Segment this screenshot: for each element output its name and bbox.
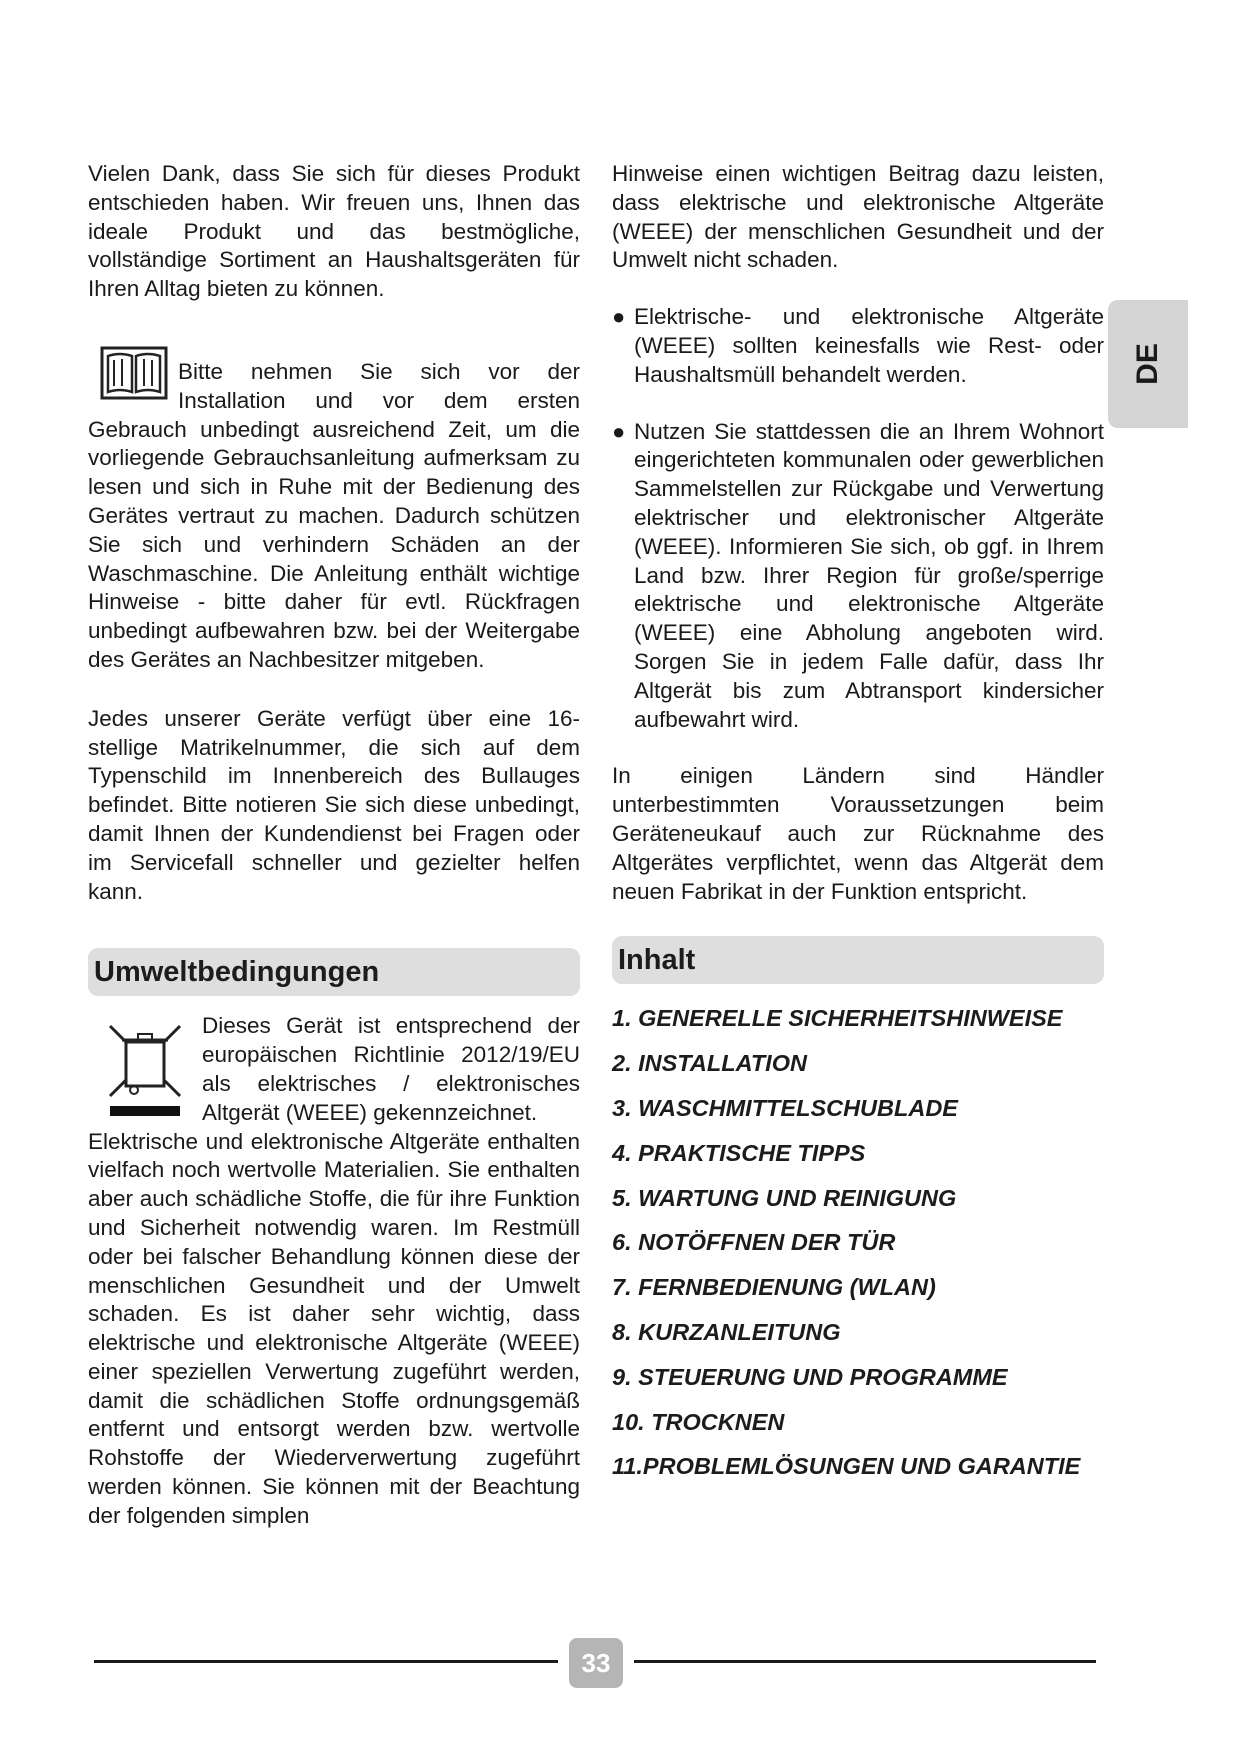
toc-item[interactable]: 5. WARTUNG UND REINIGUNG bbox=[612, 1184, 957, 1211]
bullet-icon: ● bbox=[612, 418, 626, 444]
retailer-paragraph: In einigen Ländern sind Händler unterbestimmten Voraussetzungen beim Geräteneukauf auch zur Rücknahme des Altgerätes verpflichtet, wenn das Altgerät dem neuen Fabrikat in der Funktion entspricht. bbox=[612, 763, 1104, 904]
weee-explanation-text: Elektrische und elektronische Altgeräte enthalten vielfach noch wertvolle Materialien. Sie enthalten aber auch schädliche Stoffe, die für ihre Funktion und Sicherheit notwendig waren. Im Restmüll oder bei falscher Behandlung können diese der menschlichen Gesundheit und der Umwelt schaden. Es ist daher sehr wichtig, dass elektrische und elektronische Altgeräte (WEEE) einer speziellen Verwertung zugeführt werden, damit die schädlichen Stoffe ordnungsgemäß entfernt und entsorgt werden bzw. wertvolle Rohstoffe der Wiederverwertung zugeführt werden können. Sie können mit der Beachtung der folgenden simplen bbox=[88, 1128, 580, 1528]
toc-item[interactable]: 2. INSTALLATION bbox=[612, 1050, 807, 1077]
manual-notice bbox=[88, 334, 580, 675]
bullet-icon: ● bbox=[612, 304, 626, 330]
open-book-icon bbox=[100, 346, 168, 400]
bullet-item: ● Elektrische- und elektronische Altgeräte (WEEE) sollten keinesfalls wie Rest- oder Haushaltsmüll behandelt werden. bbox=[612, 304, 1104, 387]
toc-item[interactable]: 4. PRAKTISCHE TIPPS bbox=[612, 1139, 866, 1166]
weee-continued-paragraph: Hinweise einen wichtigen Beitrag dazu leisten, dass elektrische und elektronische Altgeräte (WEEE) der menschlichen Gesundheit und der Umwelt nicht schaden. bbox=[612, 161, 1104, 273]
toc-item[interactable]: 11.PROBLEMLÖSUNGEN UND GARANTIE bbox=[612, 1453, 1081, 1480]
toc-item[interactable]: 9. STEUERUNG UND PROGRAMME bbox=[612, 1363, 1008, 1390]
weee-notice bbox=[88, 1012, 580, 1530]
toc-item[interactable]: 8. KURZANLEITUNG bbox=[612, 1318, 841, 1345]
footer-rule-left bbox=[94, 1660, 558, 1663]
right-column bbox=[612, 160, 1104, 1489]
manual-notice-text: Bitte nehmen Sie sich vor der Installation und vor dem ersten Gebrauch unbedingt ausreichend Zeit, um die vorliegende Gebrauchsanleitung aufmerksam zu lesen und sich in Ruhe mit der Bedienung des Gerätes vertraut zu machen. Dadurch schützen Sie sich und verhindern Schäden an der Waschmaschine. Die Anleitung enthält wichtige Hinweise - bitte daher für evtl. Rückfragen unbedingt aufbewahren bzw. bei der Weitergabe des Gerätes an Nachbesitzer mitgeben. bbox=[88, 358, 580, 672]
crossed-out-bin-icon bbox=[106, 1022, 184, 1118]
contents-heading: Inhalt bbox=[612, 936, 1104, 984]
bullet-item: ● Nutzen Sie stattdessen die an Ihrem Wohnort eingerichteten kommunalen oder gewerblichen Sammelstellen zur Rückgabe und Verwertung elektrischer und elektronischer Altgeräte (WEEE). Informieren Sie sich, ob ggf. in Ihrem Land bzw. Ihrer Region für große/sperrige elektrische und elektronische Altgeräte (WEEE) eine Abholung angeboten wird. Sorgen Sie in jedem Falle dafür, dass Ihr Altgerät bis zum Abtransport kindersicher aufbewahrt wird. bbox=[612, 418, 1104, 732]
toc-item[interactable]: 10. TROCKNEN bbox=[612, 1408, 785, 1435]
toc-item[interactable]: 1. GENERELLE SICHERHEITSHINWEISE bbox=[612, 1005, 1063, 1032]
toc-item[interactable]: 6. NOTÖFFNEN DER TÜR bbox=[612, 1229, 896, 1256]
table-of-contents bbox=[612, 996, 1104, 1489]
page-number: 33 bbox=[569, 1638, 623, 1688]
serial-number-paragraph: Jedes unserer Geräte verfügt über eine 16-stellige Matrikelnummer, die sich auf dem Typenschild im Innenbereich des Bullauges befindet. Bitte notieren Sie sich diese unbedingt, damit Ihnen der Kundendienst bei Fragen oder im Servicefall schneller und gezielter helfen kann. bbox=[88, 705, 580, 904]
environment-heading: Umweltbedingungen bbox=[88, 948, 580, 996]
toc-item[interactable]: 3. WASCHMITTELSCHUBLADE bbox=[612, 1094, 958, 1121]
language-tab bbox=[1108, 300, 1188, 428]
weee-marking-text: Dieses Gerät ist entsprechend der europäischen Richtlinie 2012/19/EU als elektrisches / elektronisches Altgerät (WEEE) gekennzeichnet. bbox=[202, 1013, 580, 1125]
intro-paragraph: Vielen Dank, dass Sie sich für dieses Produkt entschieden haben. Wir freuen uns, Ihnen das ideale Produkt und das bestmögliche, vollständige Sortiment an Haushaltsgeräten für Ihren Alltag bieten zu können. bbox=[88, 161, 580, 302]
language-tab-label: DE bbox=[1131, 343, 1164, 385]
footer-rule-right bbox=[634, 1660, 1096, 1663]
left-column bbox=[88, 160, 580, 1531]
toc-item[interactable]: 7. FERNBEDIENUNG (WLAN) bbox=[612, 1274, 936, 1301]
